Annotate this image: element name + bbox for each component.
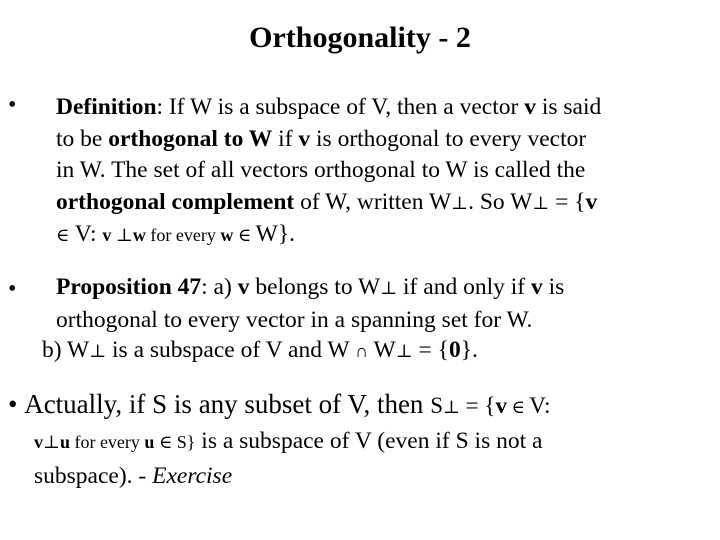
remark-text-continued <box>34 424 542 493</box>
bullet-marker: • <box>8 92 17 118</box>
text-line: orthogonal complement of W, written W⊥. So W⊥ = {v <box>56 188 598 215</box>
bullet-marker: • <box>8 389 18 419</box>
definition-text <box>56 92 601 252</box>
text-line: subspace). - Exercise <box>34 463 233 489</box>
proposition-part-b <box>42 335 478 368</box>
text-line: to be orthogonal to W if v is orthogonal to every vector <box>56 125 587 152</box>
text-line: orthogonal to every vector in a spanning set for W. <box>56 306 533 333</box>
slide-title: Orthogonality - 2 <box>249 21 471 54</box>
text-line: in W. The set of all vectors orthogonal to W is called the <box>56 157 586 184</box>
text-line: Proposition 47: a) v belongs to W⊥ if and only if v is <box>56 274 565 300</box>
text-line: v⊥u for every u ∈ S} is a subspace of V (even if S is not a <box>34 428 543 454</box>
text-line: Definition: If W is a subspace of V, then a vector v is said <box>56 94 602 120</box>
bullet-marker: • <box>8 276 17 302</box>
text-line: b) W⊥ is a subspace of V and W ∩ W⊥ = {0}. <box>42 337 478 363</box>
text-line: ∈ V: v ⊥w for every w ∈ W}. <box>56 221 295 248</box>
proposition-text <box>56 272 564 336</box>
remark-text <box>8 386 551 425</box>
text-line: • Actually, if S is any subset of V, then S⊥ = {v ∈ V: <box>8 389 551 419</box>
